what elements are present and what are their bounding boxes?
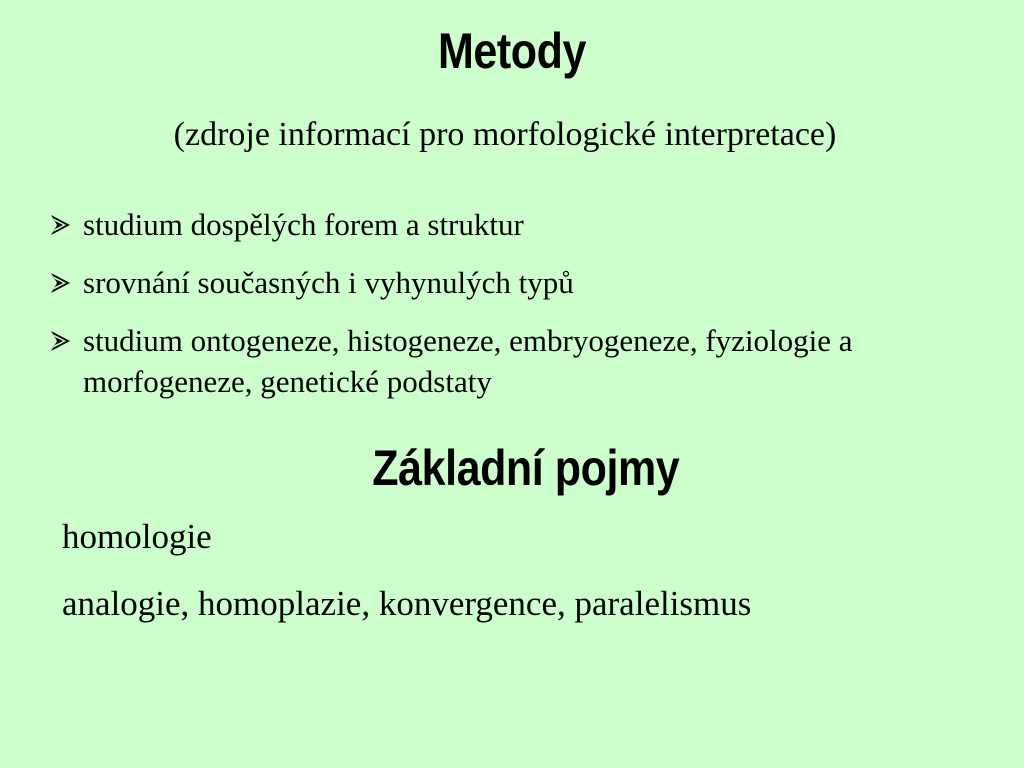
methods-list-item-text: studium ontogeneze, histogeneze, embryogeneze, fyziologie a morfogeneze, genetické podstaty — [83, 323, 853, 399]
slide-subtitle: (zdroje informací pro morfologické interpretace) — [173, 116, 837, 153]
methods-list-item-text: srovnání současných i vyhynulých typů — [83, 265, 574, 300]
term-item: analogie, homoplazie, konvergence, paralelismus — [62, 584, 752, 623]
methods-list-item — [46, 320, 1006, 402]
section-title-text: Základní pojmy — [372, 440, 680, 496]
arrow-bullet-icon — [48, 213, 72, 237]
slide-title — [72, 22, 953, 80]
section-title — [72, 439, 953, 497]
arrow-bullet-icon — [48, 271, 72, 295]
term-item: homologie — [62, 517, 212, 556]
methods-list-item-text: studium dospělých forem a struktur — [83, 207, 524, 242]
slide-title-text: Metody — [438, 23, 586, 79]
methods-list — [46, 204, 1006, 402]
methods-list-item — [46, 204, 1006, 245]
terms-list — [62, 514, 1002, 627]
arrow-bullet-icon — [48, 329, 72, 353]
methods-list-item — [46, 262, 1006, 303]
